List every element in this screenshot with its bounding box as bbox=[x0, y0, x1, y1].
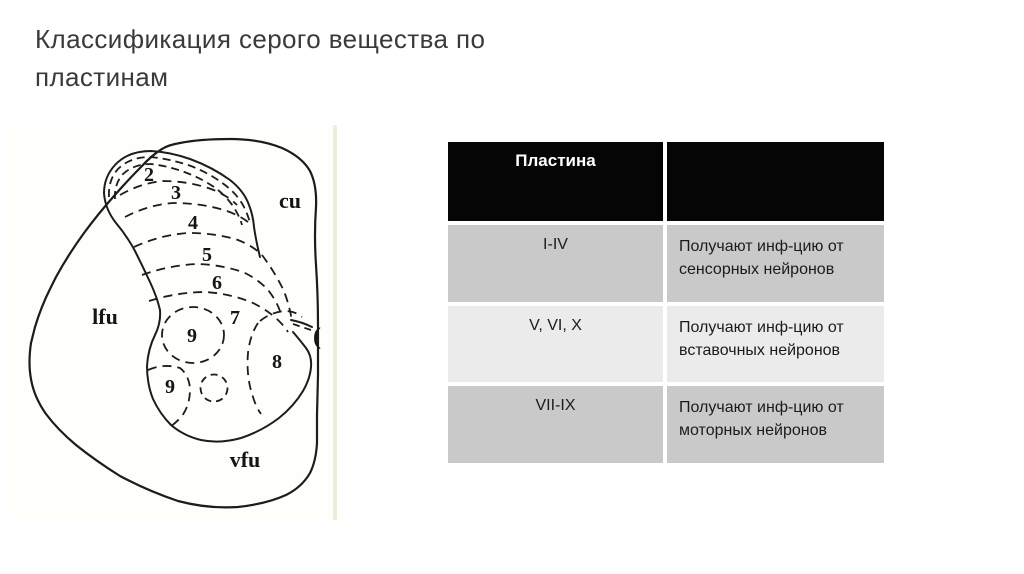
lamina5-number: 5 bbox=[202, 244, 212, 266]
cu-label: cu bbox=[279, 188, 301, 213]
lfu-label: lfu bbox=[92, 304, 118, 329]
cut-paren-label: ( bbox=[313, 324, 321, 350]
lamina6-7-boundary bbox=[149, 292, 288, 332]
lamina4-number: 4 bbox=[188, 212, 198, 234]
table-row1-function: Получают инф-цию от сенсорных нейронов bbox=[667, 225, 884, 302]
slide-title-line2: пластинам bbox=[35, 62, 169, 92]
lamina7-number: 7 bbox=[230, 307, 240, 329]
slide-title bbox=[35, 20, 595, 96]
lamina6-number: 6 bbox=[212, 272, 222, 294]
table-row2-function: Получают инф-цию от вставочных нейронов bbox=[667, 306, 884, 382]
lamina3-4-boundary bbox=[125, 203, 248, 222]
table-header-laminae: Пластина bbox=[448, 142, 663, 221]
table-row2-laminae: V, VI, X bbox=[448, 306, 663, 382]
table-header-function bbox=[667, 142, 884, 221]
motor-nucleus-circle bbox=[201, 375, 228, 402]
lamina3-number: 3 bbox=[171, 182, 181, 204]
vfu-label: vfu bbox=[229, 447, 261, 472]
slide-title-line1: Классификация серого вещества по bbox=[35, 24, 486, 54]
laminae-table bbox=[448, 142, 884, 463]
lamina4-5-boundary bbox=[134, 233, 262, 255]
table-row3-laminae: VII-IX bbox=[448, 386, 663, 463]
lamina8-top-boundary bbox=[260, 311, 302, 321]
spinal-cord-diagram bbox=[8, 125, 333, 520]
lamina8-number: 8 bbox=[272, 351, 282, 373]
table-row3-function: Получают инф-цию от моторных нейронов bbox=[667, 386, 884, 463]
lamina8-left-boundary bbox=[248, 323, 261, 414]
table-row1-laminae: I-IV bbox=[448, 225, 663, 302]
lamina2-number: 2 bbox=[144, 164, 154, 186]
lamina9-upper-number: 9 bbox=[187, 325, 197, 347]
spinal-cord-figure bbox=[8, 125, 337, 520]
lamina9-lower-number: 9 bbox=[165, 376, 175, 398]
lamina5-6-boundary bbox=[142, 264, 280, 311]
